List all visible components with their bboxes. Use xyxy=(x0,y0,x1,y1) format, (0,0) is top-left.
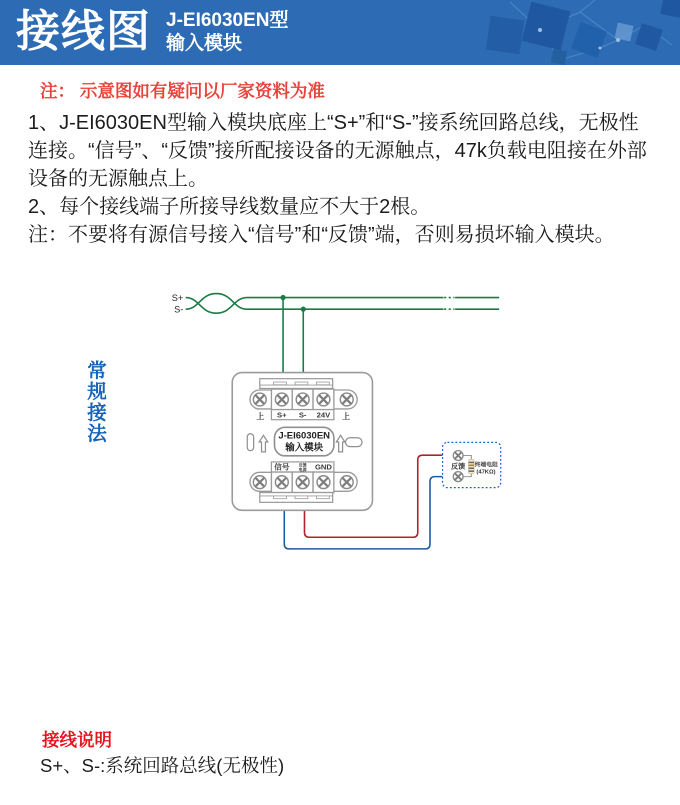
header-banner xyxy=(0,0,680,65)
terminal-resistor-value: (47KΩ) xyxy=(476,469,496,476)
mount-label-right: 上 xyxy=(342,412,351,422)
mount-screw xyxy=(253,393,266,406)
terminal-label-signal: 信号 xyxy=(274,462,290,472)
terminal-label-s-minus: S- xyxy=(298,410,307,420)
page-subtitle xyxy=(166,9,289,55)
terminal-label-24v: 24V xyxy=(316,410,331,420)
instruction-item-2: 2、每个接线端子所接导线数量应不大于2根。 xyxy=(28,196,431,218)
input-module xyxy=(232,373,372,511)
resistor-icon xyxy=(469,459,475,473)
terminal-notch xyxy=(274,382,287,385)
junction-dot xyxy=(280,295,285,300)
wiring-notes-line: S+、S-:系统回路总线(无极性) xyxy=(40,755,285,776)
subtitle-type: 输入模块 xyxy=(166,33,243,54)
wiring-notes-heading: 接线说明 xyxy=(42,730,112,750)
mount-screw xyxy=(340,476,353,489)
page-title: 接线图 xyxy=(16,7,151,56)
junction-dot xyxy=(301,307,306,312)
screw-terminal-feedback xyxy=(296,476,309,489)
terminal-notch xyxy=(316,382,329,385)
feedback-label: 反馈 xyxy=(451,463,466,471)
terminal-label-feedback-line2: 电源 xyxy=(298,467,307,473)
terminal-notch xyxy=(316,496,329,499)
instruction-item-1: 1、J-EI6030EN型输入模块底座上“S+”和“S-”接系统回路总线，无极性连接。“信号”、“反馈”接所配接设备的无源触点，47k负载电阻接在外部设备的无源触点上。 xyxy=(28,112,647,190)
bus-label-s-plus: S+ xyxy=(171,292,184,303)
feedback-resistor-box xyxy=(443,442,501,487)
disclaimer-note: 注： 示意图如有疑问以厂家资料为准 xyxy=(40,81,325,101)
terminal-notch xyxy=(295,382,308,385)
terminal-label-s-plus: S+ xyxy=(277,410,287,420)
screw-terminal-feedback-remote-bottom xyxy=(453,472,463,482)
terminal-notch xyxy=(274,496,287,499)
instruction-warning: 注：不要将有源信号接入“信号”和“反馈”端，否则易损坏输入模块。 xyxy=(28,224,615,246)
mount-screw xyxy=(340,393,353,406)
loop-bus-wires xyxy=(186,294,499,379)
screw-terminal-s-plus xyxy=(275,393,288,406)
cubes-decoration-graphic xyxy=(440,0,680,65)
screw-terminal-24v xyxy=(317,393,330,406)
screw-terminal-signal xyxy=(275,476,288,489)
module-name-line1: J-EI6030EN xyxy=(278,430,330,442)
terminal-resistor-name: 终端电阻 xyxy=(474,462,498,469)
slot-capsule-left xyxy=(247,434,253,451)
screw-terminal-s-minus xyxy=(296,393,309,406)
mount-label-left: 上 xyxy=(256,412,265,422)
screw-terminal-gnd xyxy=(317,476,330,489)
module-name-line2: 输入模块 xyxy=(285,442,324,454)
mount-screw xyxy=(253,476,266,489)
wiring-method-label: 常规接法 xyxy=(87,360,107,445)
terminal-notch xyxy=(295,496,308,499)
wiring-diagram xyxy=(0,285,680,735)
instruction-text xyxy=(28,109,656,249)
terminal-label-gnd: GND xyxy=(314,462,332,472)
terminal-label-feedback-line1: 反馈 xyxy=(298,462,307,468)
bus-label-s-minus: S- xyxy=(174,304,184,315)
subtitle-model: J-EI6030EN型 xyxy=(166,10,289,31)
slot-capsule-right xyxy=(346,438,363,447)
screw-terminal-feedback-remote-top xyxy=(453,451,463,461)
